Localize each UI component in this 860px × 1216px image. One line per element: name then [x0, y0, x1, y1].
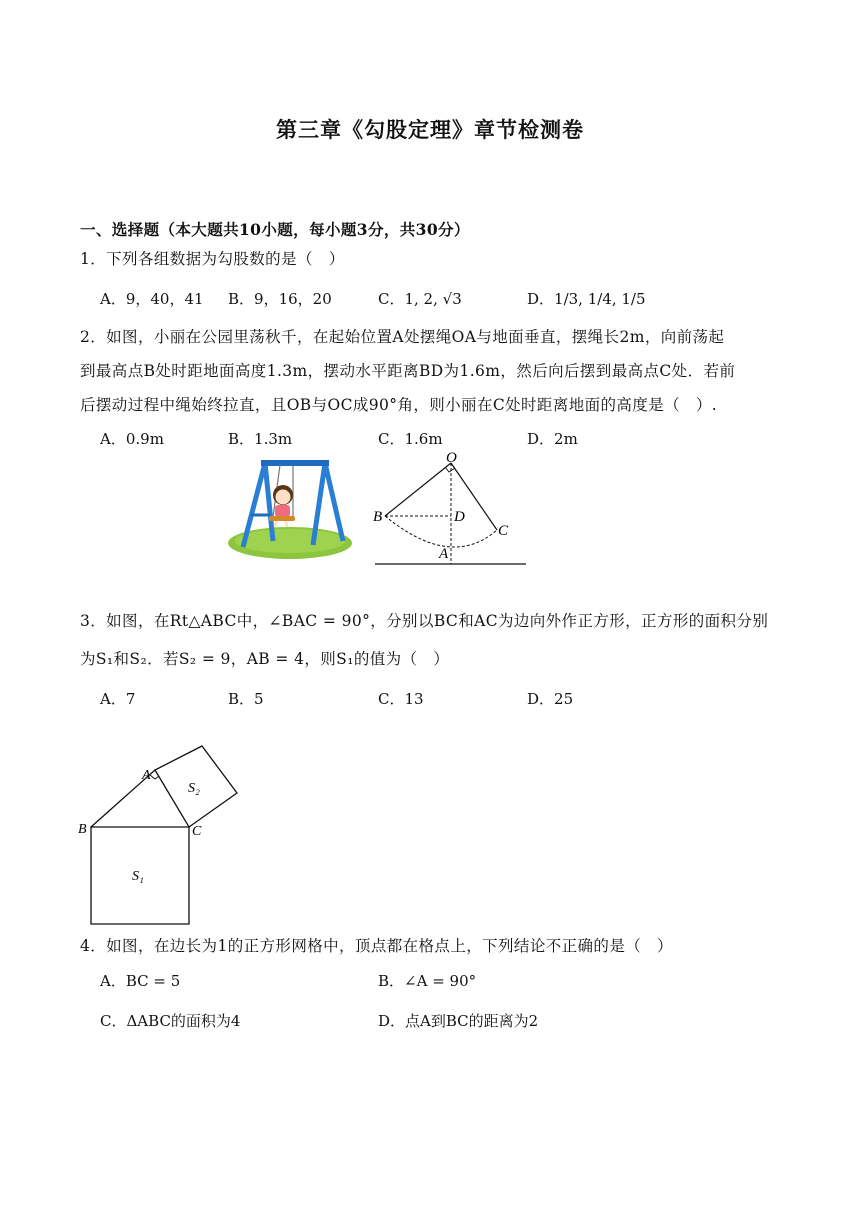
label-a: A	[142, 768, 151, 783]
question-2-line-1: 2．如图，小丽在公园里荡秋千，在起始位置A处摆绳OA与地面垂直，摆绳长2m，向前荡起	[80, 328, 725, 346]
label-b: B	[373, 509, 383, 525]
question-3-line-1: 3．如图，在Rt△ABC中，∠BAC = 90°，分别以BC和AC为边向外作正方形，正方形的面积分别	[80, 612, 769, 630]
label-s1: S₁	[132, 869, 144, 884]
q2-option-c: C．1.6m	[378, 430, 443, 448]
q1-option-d: D．1/3, 1/4, 1/5	[527, 290, 646, 308]
swing-illustration	[225, 455, 355, 565]
q3-option-b: B．5	[228, 690, 264, 708]
q3-option-c: C．13	[378, 690, 424, 708]
q3-option-d: D．25	[527, 690, 574, 708]
question-2-line-2: 到最高点B处时距地面高度1.3m，摆动水平距离BD为1.6m，然后向后摆到最高点C处．若前	[80, 362, 736, 380]
question-1-stem: 1．下列各组数据为勾股数的是（ ）	[80, 250, 345, 268]
q1-option-a: A．9，40，41	[100, 290, 204, 308]
q3-option-a: A．7	[100, 690, 136, 708]
q4-option-c: C．ΔABC的面积为4	[100, 1012, 241, 1030]
question-3-line-2: 为S₁和S₂．若S₂ = 9，AB = 4，则S₁的值为（ ）	[80, 650, 450, 668]
swing-arc	[385, 516, 497, 547]
label-b: B	[78, 822, 87, 837]
page-title: 第三章《勾股定理》章节检测卷	[276, 117, 584, 142]
squares-figure	[70, 740, 250, 930]
label-c: C	[192, 824, 202, 839]
q4-option-d: D．点A到BC的距离为2	[378, 1012, 539, 1030]
q1-option-b: B．9，16，20	[228, 290, 332, 308]
question-2-line-3: 后摆动过程中绳始终拉直，且OB与OC成90°角，则小丽在C处时距离地面的高度是（ ）.	[80, 396, 718, 414]
label-s2: S₂	[188, 781, 200, 796]
question-4-stem: 4．如图，在边长为1的正方形网格中，顶点都在格点上，下列结论不正确的是（ ）	[80, 937, 673, 955]
section-heading: 一、选择题（本大题共10小题，每小题3分，共30分）	[80, 220, 470, 239]
right-angle-mark-o	[445, 467, 455, 472]
pendulum-figure	[370, 450, 530, 570]
q4-option-a: A．BC = 5	[100, 972, 181, 990]
rope-ob	[385, 463, 451, 516]
q2-option-b: B．1.3m	[228, 430, 293, 448]
label-d: D	[454, 509, 465, 525]
label-o: O	[446, 450, 457, 466]
label-a: A	[439, 546, 449, 562]
q1-option-c: C．1, 2, √3	[378, 290, 462, 308]
q2-option-d: D．2m	[527, 430, 578, 448]
q4-option-b: B．∠A = 90°	[378, 972, 477, 990]
label-c: C	[498, 523, 509, 539]
q2-option-a: A．0.9m	[100, 430, 164, 448]
